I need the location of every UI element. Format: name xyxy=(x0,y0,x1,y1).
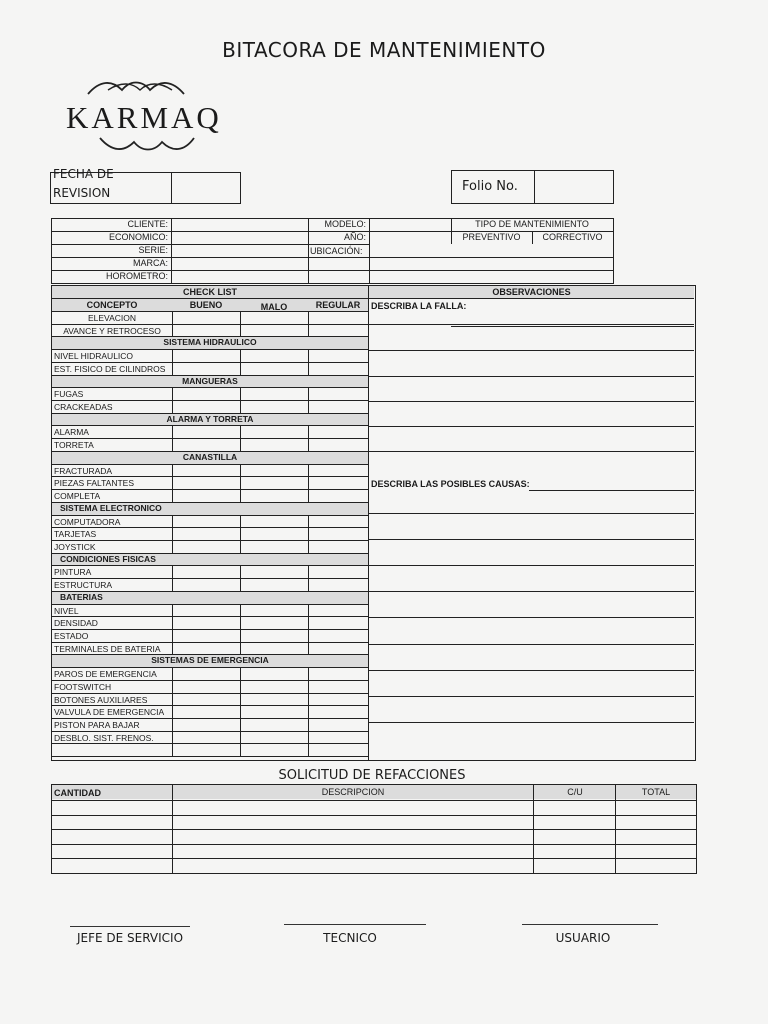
concept-label: ALARMA xyxy=(54,427,89,438)
checklist-row xyxy=(52,694,368,707)
concept-label: FRACTURADA xyxy=(54,465,113,476)
checklist-section-header xyxy=(52,592,368,605)
col-regular: REGULAR xyxy=(315,300,361,310)
checklist-row xyxy=(52,579,368,592)
malo-cell[interactable] xyxy=(241,325,308,337)
malo-cell[interactable] xyxy=(241,490,308,502)
malo-cell[interactable] xyxy=(241,528,308,540)
checklist-row xyxy=(52,630,368,643)
signature-line-tecnico xyxy=(284,924,426,925)
checklist-section-header xyxy=(52,655,368,668)
bueno-cell[interactable] xyxy=(173,732,240,744)
concept-label: PIEZAS FALTANTES xyxy=(54,478,134,489)
fecha-revision-box xyxy=(50,167,241,204)
checklist-row xyxy=(52,706,368,719)
marca-label: MARCA: xyxy=(132,258,168,268)
concept-label: ESTADO xyxy=(54,631,89,641)
checklist-row xyxy=(52,363,368,376)
bueno-cell[interactable] xyxy=(173,617,240,629)
bueno-cell[interactable] xyxy=(173,528,240,540)
bueno-cell[interactable] xyxy=(173,706,240,718)
bueno-cell[interactable] xyxy=(173,350,240,362)
observation-line[interactable] xyxy=(369,513,694,514)
modelo-label: MODELO: xyxy=(324,219,366,229)
observation-line[interactable] xyxy=(369,350,694,351)
bueno-cell[interactable] xyxy=(173,643,240,655)
checklist-section-header xyxy=(52,414,368,427)
page-title: BITACORA DE MANTENIMIENTO xyxy=(222,38,546,62)
signature-usuario-label: USUARIO xyxy=(555,931,611,945)
observation-line[interactable] xyxy=(369,539,694,540)
correctivo-option[interactable]: CORRECTIVO xyxy=(542,232,603,242)
signature-line-jefe xyxy=(70,926,190,927)
checklist-row xyxy=(52,605,368,618)
bueno-cell[interactable] xyxy=(173,439,240,451)
concept-label: BOTONES AUXILIARES xyxy=(54,694,148,705)
malo-cell[interactable] xyxy=(241,312,308,324)
col-concepto: CONCEPTO xyxy=(86,300,138,310)
section-label: SISTEMA ELECTRONICO xyxy=(60,502,162,513)
regular-cell[interactable] xyxy=(309,363,368,375)
concept-label: PAROS DE EMERGENCIA xyxy=(54,669,157,680)
checklist-row xyxy=(52,566,368,579)
checklist-row xyxy=(52,477,368,490)
regular-cell[interactable] xyxy=(309,401,368,413)
bueno-cell[interactable] xyxy=(173,388,240,400)
concept-label: ESTRUCTURA xyxy=(54,580,113,591)
malo-cell[interactable] xyxy=(241,744,308,756)
checklist-title: CHECK LIST xyxy=(183,287,237,297)
regular-cell[interactable] xyxy=(309,694,368,706)
regular-cell[interactable] xyxy=(309,541,368,553)
section-label: CONDICIONES FISICAS xyxy=(60,553,156,564)
malo-cell[interactable] xyxy=(241,719,308,731)
checklist-section-header xyxy=(52,376,368,389)
logo-bottom-wave-icon xyxy=(60,134,220,158)
bueno-cell[interactable] xyxy=(173,605,240,617)
regular-cell[interactable] xyxy=(309,426,368,438)
col-bueno: BUENO xyxy=(189,300,223,310)
malo-cell[interactable] xyxy=(241,439,308,451)
checklist-row xyxy=(52,668,368,681)
checklist-row xyxy=(52,744,368,757)
malo-cell[interactable] xyxy=(241,579,308,591)
concept-label: JOYSTICK xyxy=(54,541,96,552)
concept-label: TORRETA xyxy=(54,440,94,451)
checklist-row xyxy=(52,732,368,745)
observation-line[interactable] xyxy=(369,644,694,645)
checklist-row xyxy=(52,426,368,439)
section-label: SISTEMAS DE EMERGENCIA xyxy=(151,655,269,666)
regular-cell[interactable] xyxy=(309,605,368,617)
signature-jefe-label: JEFE DE SERVICIO xyxy=(76,931,184,945)
checklist-section-header xyxy=(52,337,368,350)
malo-cell[interactable] xyxy=(241,465,308,477)
company-logo xyxy=(60,78,220,158)
section-label: SISTEMA HIDRAULICO xyxy=(163,337,257,348)
checklist-row xyxy=(52,325,368,338)
concept-label: TARJETAS xyxy=(54,529,97,540)
observation-line[interactable] xyxy=(369,426,694,427)
concept-label: VALVULA DE EMERGENCIA xyxy=(54,707,165,718)
col-cantidad: CANTIDAD xyxy=(54,788,101,798)
ano-label: AÑO: xyxy=(343,232,366,242)
checklist-row xyxy=(52,350,368,363)
fecha-value-field[interactable] xyxy=(172,173,240,202)
checklist-row xyxy=(52,465,368,478)
bueno-cell[interactable] xyxy=(173,668,240,680)
checklist-row xyxy=(52,719,368,732)
tipo-mantenimiento-label: TIPO DE MANTENIMIENTO xyxy=(475,219,589,229)
malo-cell[interactable] xyxy=(241,643,308,655)
regular-cell[interactable] xyxy=(309,477,368,489)
regular-cell[interactable] xyxy=(309,566,368,578)
concept-label: EST. FISICO DE CILINDROS xyxy=(54,363,166,374)
refacciones-title: SOLICITUD DE REFACCIONES xyxy=(278,768,466,783)
regular-cell[interactable] xyxy=(309,668,368,680)
bueno-cell[interactable] xyxy=(173,465,240,477)
ubicacion-label: UBICACIÓN: xyxy=(310,246,363,256)
observation-line[interactable] xyxy=(369,565,694,566)
signature-tecnico-label: TECNICO xyxy=(323,931,377,945)
refacciones-table xyxy=(51,784,697,874)
bueno-cell[interactable] xyxy=(173,477,240,489)
economico-label: ECONOMICO: xyxy=(108,232,168,242)
cliente-label: CLIENTE: xyxy=(127,219,168,229)
malo-cell[interactable] xyxy=(241,350,308,362)
refaccion-row-line xyxy=(52,858,696,859)
bueno-cell[interactable] xyxy=(173,426,240,438)
regular-cell[interactable] xyxy=(309,439,368,451)
bueno-cell[interactable] xyxy=(173,312,240,324)
concept-label: COMPLETA xyxy=(54,491,101,502)
regular-cell[interactable] xyxy=(309,388,368,400)
regular-cell[interactable] xyxy=(309,312,368,324)
checklist-row xyxy=(52,643,368,656)
malo-cell[interactable] xyxy=(241,388,308,400)
bueno-cell[interactable] xyxy=(173,363,240,375)
regular-cell[interactable] xyxy=(309,732,368,744)
regular-cell[interactable] xyxy=(309,579,368,591)
concept-label: NIVEL HIDRAULICO xyxy=(54,351,134,362)
concept-label: NIVEL xyxy=(54,605,79,616)
concept-label: DENSIDAD xyxy=(54,618,98,629)
concept-label: COMPUTADORA xyxy=(54,516,121,527)
checklist-row xyxy=(52,439,368,452)
col-malo: MALO xyxy=(260,302,288,312)
bueno-cell[interactable] xyxy=(173,566,240,578)
observation-line[interactable] xyxy=(369,696,694,697)
regular-cell[interactable] xyxy=(309,744,368,756)
regular-cell[interactable] xyxy=(309,643,368,655)
observation-line[interactable] xyxy=(369,670,694,671)
malo-cell[interactable] xyxy=(241,401,308,413)
describa-causas-label: DESCRIBA LAS POSIBLES CAUSAS: xyxy=(371,479,530,489)
observation-line[interactable] xyxy=(369,451,694,452)
bueno-cell[interactable] xyxy=(173,490,240,502)
section-label: ALARMA Y TORRETA xyxy=(166,413,254,424)
observation-line[interactable] xyxy=(369,324,694,325)
bueno-cell[interactable] xyxy=(173,744,240,756)
regular-cell[interactable] xyxy=(309,681,368,693)
malo-cell[interactable] xyxy=(241,566,308,578)
malo-cell[interactable] xyxy=(241,426,308,438)
signature-line-usuario xyxy=(522,924,658,925)
folio-label: Folio No. xyxy=(462,179,518,194)
checklist-row xyxy=(52,401,368,414)
regular-cell[interactable] xyxy=(309,325,368,337)
bueno-cell[interactable] xyxy=(173,516,240,528)
malo-cell[interactable] xyxy=(241,363,308,375)
malo-cell[interactable] xyxy=(241,516,308,528)
refaccion-row-line xyxy=(52,829,696,830)
checklist-row xyxy=(52,490,368,503)
regular-cell[interactable] xyxy=(309,528,368,540)
regular-cell[interactable] xyxy=(309,465,368,477)
observation-line[interactable] xyxy=(369,376,694,377)
folio-value-field[interactable] xyxy=(535,171,613,202)
client-info-table xyxy=(51,218,615,284)
concept-label: AVANCE Y RETROCESO xyxy=(63,325,161,336)
malo-cell[interactable] xyxy=(241,694,308,706)
bueno-cell[interactable] xyxy=(173,694,240,706)
checklist-row xyxy=(52,617,368,630)
observation-line[interactable] xyxy=(369,591,694,592)
fecha-label-line2: REVISION xyxy=(53,186,111,200)
bueno-cell[interactable] xyxy=(173,579,240,591)
regular-cell[interactable] xyxy=(309,350,368,362)
concept-label: ELEVACION xyxy=(87,313,137,323)
section-label: CANASTILLA xyxy=(182,451,238,462)
regular-cell[interactable] xyxy=(309,617,368,629)
col-total: TOTAL xyxy=(641,787,671,797)
folio-box xyxy=(451,170,614,204)
refaccion-row-line xyxy=(52,844,696,845)
concept-label: PISTON PARA BAJAR xyxy=(54,720,140,731)
refaccion-row-line xyxy=(52,815,696,816)
checklist-row xyxy=(52,541,368,554)
bueno-cell[interactable] xyxy=(173,630,240,642)
section-label: BATERIAS xyxy=(60,591,103,602)
concept-label: FUGAS xyxy=(54,389,84,400)
bueno-cell[interactable] xyxy=(173,401,240,413)
bueno-cell[interactable] xyxy=(173,541,240,553)
bueno-cell[interactable] xyxy=(173,719,240,731)
serie-label: SERIE: xyxy=(138,245,168,255)
logo-top-wave-icon xyxy=(60,78,220,102)
malo-cell[interactable] xyxy=(241,477,308,489)
malo-cell[interactable] xyxy=(241,706,308,718)
concept-label: CRACKEADAS xyxy=(54,402,113,413)
checklist-table xyxy=(51,285,369,761)
horometro-label: HOROMETRO: xyxy=(106,271,168,281)
checklist-row xyxy=(52,388,368,401)
malo-cell[interactable] xyxy=(241,732,308,744)
regular-cell[interactable] xyxy=(309,706,368,718)
col-descripcion: DESCRIPCION xyxy=(321,787,385,797)
malo-cell[interactable] xyxy=(241,617,308,629)
checklist-section-header xyxy=(52,554,368,567)
malo-cell[interactable] xyxy=(241,605,308,617)
preventivo-option[interactable]: PREVENTIVO xyxy=(462,232,521,242)
regular-cell[interactable] xyxy=(309,516,368,528)
fecha-label-line1: FECHA DE xyxy=(53,167,114,181)
checklist-row xyxy=(52,528,368,541)
concept-label: PINTURA xyxy=(54,567,92,578)
checklist-row xyxy=(52,312,368,325)
observation-line[interactable] xyxy=(369,617,694,618)
concept-label: TERMINALES DE BATERIA xyxy=(54,643,161,654)
regular-cell[interactable] xyxy=(309,719,368,731)
logo-text: KARMAQ xyxy=(66,100,222,135)
regular-cell[interactable] xyxy=(309,490,368,502)
observation-line[interactable] xyxy=(369,722,694,723)
malo-cell[interactable] xyxy=(241,681,308,693)
section-label: MANGUERAS xyxy=(182,375,238,386)
concept-label: DESBLO. SIST. FRENOS. xyxy=(54,732,154,743)
observation-line[interactable] xyxy=(369,401,694,402)
describa-falla-label: DESCRIBA LA FALLA: xyxy=(371,301,467,311)
checklist-row xyxy=(52,516,368,529)
malo-cell[interactable] xyxy=(241,541,308,553)
bueno-cell[interactable] xyxy=(173,325,240,337)
regular-cell[interactable] xyxy=(309,630,368,642)
malo-cell[interactable] xyxy=(241,668,308,680)
col-cu: C/U xyxy=(567,787,583,797)
concept-label: FOOTSWITCH xyxy=(54,681,112,692)
observaciones-box xyxy=(369,285,696,761)
checklist-section-header xyxy=(52,503,368,516)
malo-cell[interactable] xyxy=(241,630,308,642)
checklist-section-header xyxy=(52,452,368,465)
observaciones-title: OBSERVACIONES xyxy=(492,287,571,297)
bueno-cell[interactable] xyxy=(173,681,240,693)
checklist-row xyxy=(52,681,368,694)
